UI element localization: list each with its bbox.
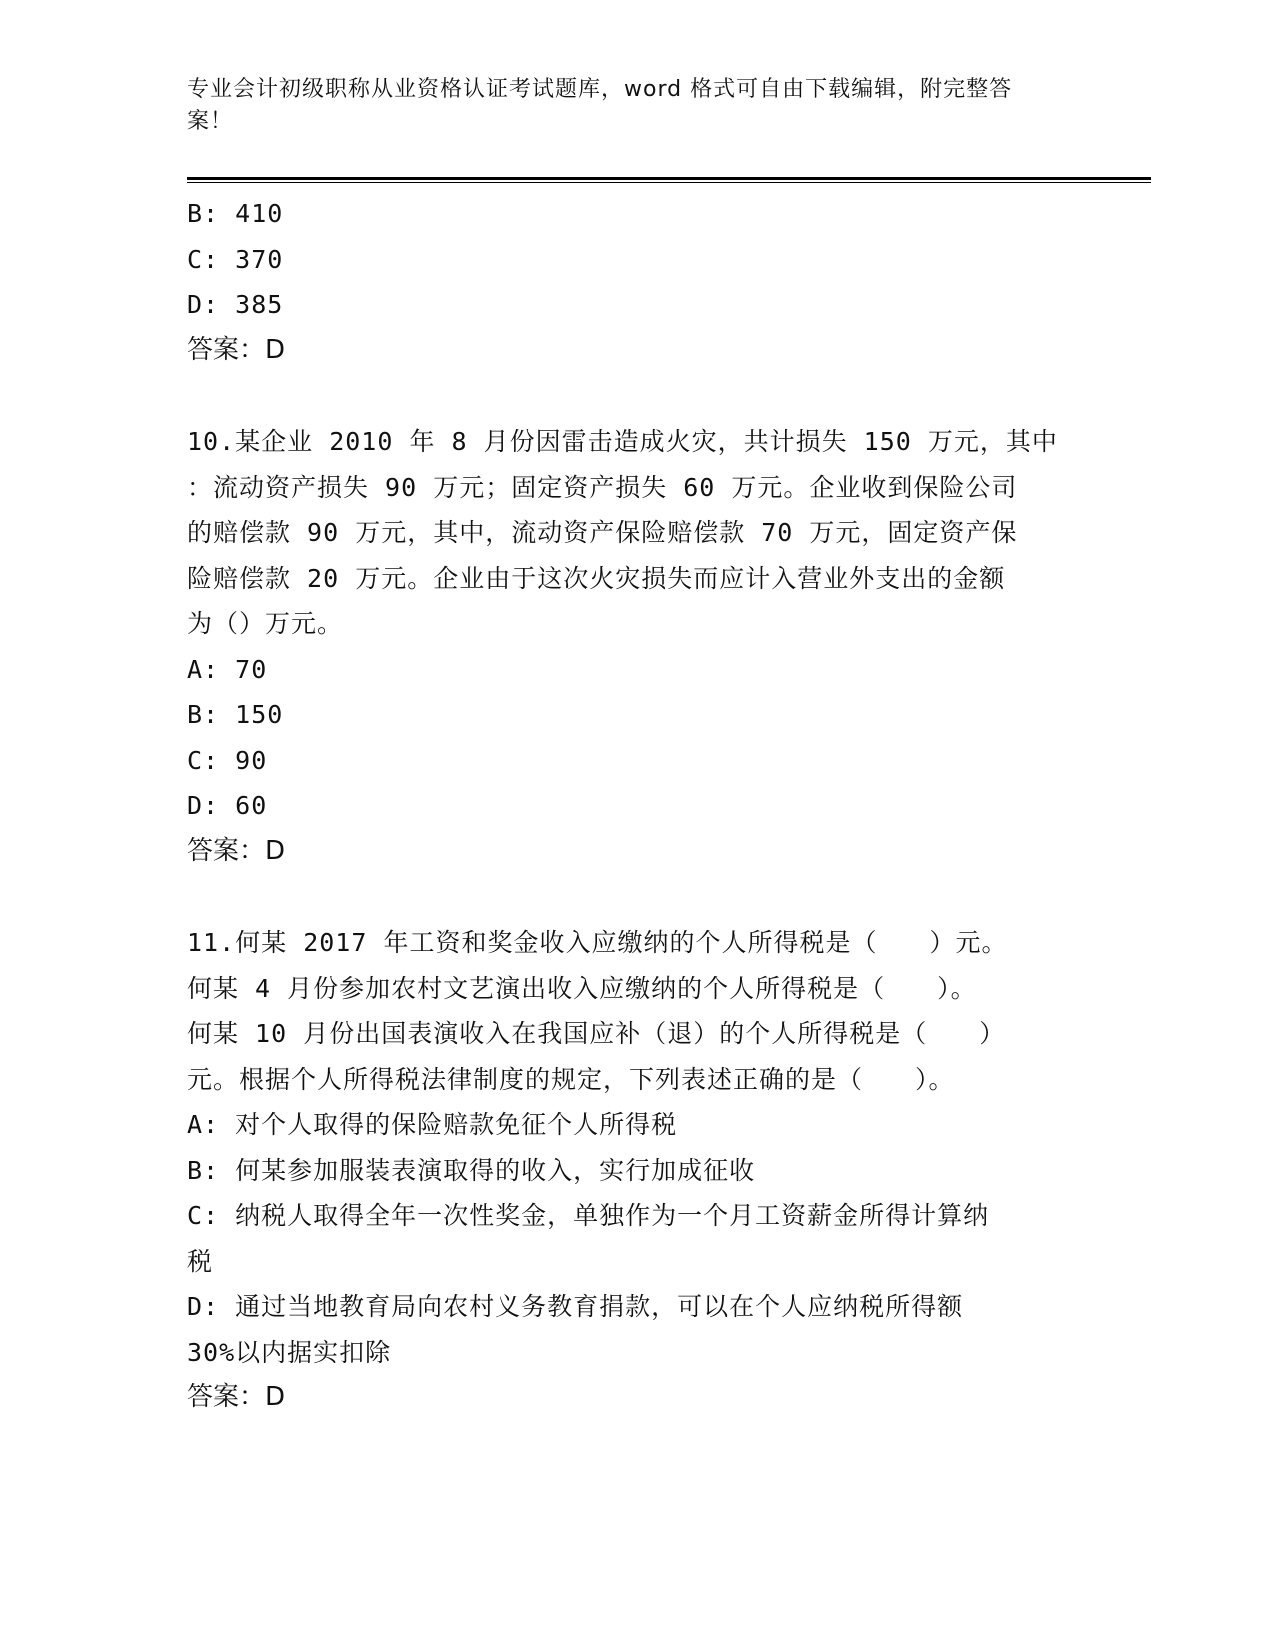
option-d: D: 385	[187, 290, 284, 319]
question-9-tail	[187, 191, 1077, 373]
question-10	[187, 419, 1077, 874]
option-b: B: 150	[187, 700, 284, 729]
spacer	[187, 874, 1077, 920]
question-stem-line: 何某 10 月份出国表演收入在我国应补（退）的个人所得税是（ ）	[187, 1019, 1006, 1048]
answer-line: 答案：D	[187, 1382, 286, 1412]
option-d-continued: 30%以内据实扣除	[187, 1337, 392, 1367]
header-rule-thick	[187, 177, 1151, 180]
question-stem-line: 险赔偿款 20 万元。企业由于这次火灾损失而应计入营业外支出的金额	[187, 563, 1006, 593]
option-c: C: 370	[187, 244, 284, 274]
header-line-2: 案！	[187, 109, 234, 134]
answer-line: 答案：D	[187, 835, 286, 866]
option-a: A: 对个人取得的保险赔款免征个人所得税	[187, 1110, 678, 1139]
question-stem-line: 为（）万元。	[187, 609, 344, 638]
option-b: B: 410	[187, 199, 284, 228]
option-a: A: 70	[187, 654, 268, 684]
option-d: D: 通过当地教育局向农村义务教育捐款，可以在个人应纳税所得额	[187, 1292, 964, 1321]
option-c-continued: 税	[187, 1246, 214, 1276]
spacer	[187, 373, 1077, 419]
option-d: D: 60	[187, 791, 268, 820]
question-stem-line: 元。根据个人所得税法律制度的规定，下列表述正确的是（ ）。	[187, 1064, 955, 1094]
question-11	[187, 920, 1077, 1421]
question-stem-line: 的赔偿款 90 万元，其中，流动资产保险赔偿款 70 万元，固定资产保	[187, 518, 1018, 547]
question-stem-line: 10.某企业 2010 年 8 月份因雷击造成火灾，共计损失 150 万元，其中	[187, 427, 1058, 456]
question-content	[187, 191, 1077, 1421]
header-line-1: 专业会计初级职称从业资格认证考试题库，word 格式可自由下载编辑，附完整答	[187, 77, 1013, 102]
question-stem-line: 11.何某 2017 年工资和奖金收入应缴纳的个人所得税是（ ）元。	[187, 928, 1008, 957]
answer-line: 答案：D	[187, 334, 286, 365]
option-c: C: 90	[187, 745, 268, 775]
question-stem-line: 何某 4 月份参加农村文艺演出收入应缴纳的个人所得税是（ ）。	[187, 973, 977, 1003]
header-rule-thin	[187, 182, 1151, 183]
option-c: C: 纳税人取得全年一次性奖金，单独作为一个月工资薪金所得计算纳	[187, 1201, 990, 1230]
document-header	[187, 74, 1067, 138]
question-stem-line: ：流动资产损失 90 万元；固定资产损失 60 万元。企业收到保险公司	[187, 472, 1018, 502]
option-b: B: 何某参加服装表演取得的收入，实行加成征收	[187, 1155, 756, 1185]
